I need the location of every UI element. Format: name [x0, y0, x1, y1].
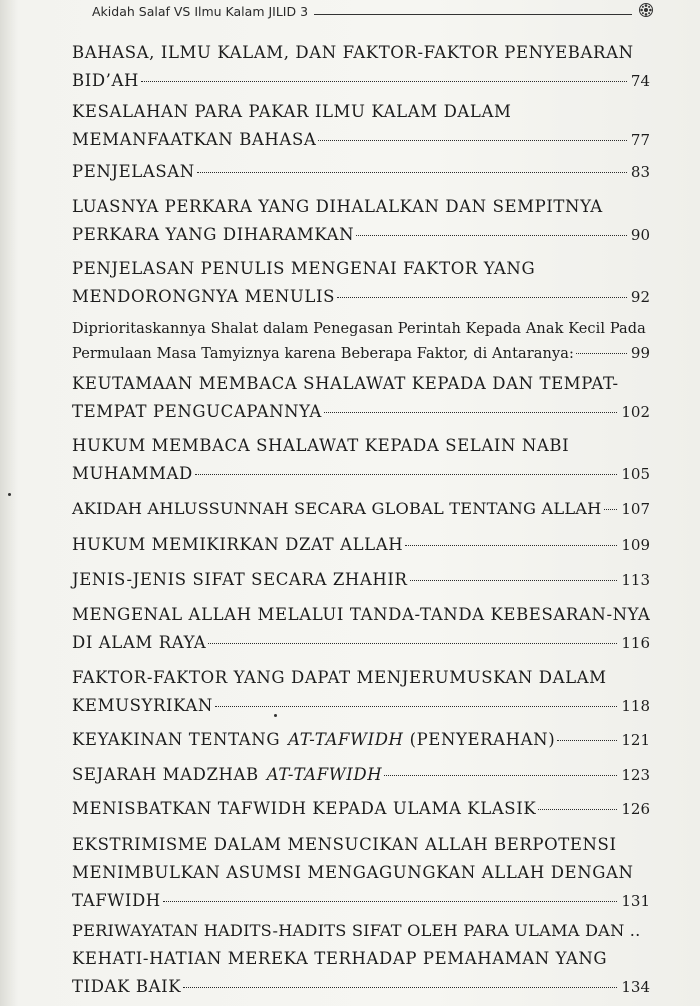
- dot-leader: [337, 297, 627, 298]
- toc-entry-title-suffix: (PENYERAHAN): [409, 730, 556, 749]
- toc-entry-title-line: Permulaan Masa Tamyiznya karena Beberapa Faktor, di Antaranya:: [72, 346, 574, 362]
- stray-ink-dot: [274, 714, 277, 717]
- toc-page-number: 134: [621, 978, 650, 996]
- toc-entry-title-line: PERIWAYATAN HADITS-HADITS SIFAT OLEH PARA ULAMA DAN ..: [72, 921, 641, 940]
- toc-entry-title-line: KEYAKINAN TENTANG: [72, 730, 281, 749]
- toc-entry-title-line: HUKUM MEMIKIRKAN DZAT ALLAH: [72, 535, 404, 554]
- toc-page-number: 105: [621, 465, 650, 483]
- running-header-title: Akidah Salaf VS Ilmu Kalam JILID 3: [92, 4, 309, 19]
- toc-entry-title-line: JENIS-JENIS SIFAT SECARA ZHAHIR: [72, 570, 408, 589]
- toc-page-number: 74: [630, 72, 650, 90]
- toc-entry-title-line: Diprioritaskannya Shalat dalam Penegasan Perintah Kepada Anak Kecil Pada: [72, 321, 646, 337]
- dot-leader: [538, 809, 617, 810]
- toc-entry-title-line: PENJELASAN PENULIS MENGENAI FAKTOR YANG: [72, 259, 536, 278]
- dot-leader: [208, 643, 617, 644]
- toc-entry-title-line: SEJARAH MADZHAB: [72, 765, 259, 784]
- stray-ink-dot: [8, 493, 11, 496]
- toc-page-number: 121: [621, 731, 650, 749]
- toc-entry-title-line: AKIDAH AHLUSSUNNAH SECARA GLOBAL TENTANG ALLAH: [72, 499, 602, 518]
- toc-page-number: 107: [621, 500, 650, 518]
- dot-leader: [324, 412, 617, 413]
- dot-leader: [405, 545, 617, 546]
- toc-page-number: 90: [630, 226, 650, 244]
- toc-entry-title-line: MENIMBULKAN ASUMSI MENGAGUNGKAN ALLAH DENGAN: [72, 863, 634, 882]
- toc-entry-title-line: PERKARA YANG DIHARAMKAN: [72, 225, 355, 244]
- toc-entry-title-line: KEHATI-HATIAN MEREKA TERHADAP PEMAHAMAN YANG: [72, 949, 608, 968]
- toc-entry-title-line: MENISBATKAN TAFWIDH KEPADA ULAMA KLASIK: [72, 799, 537, 818]
- dot-leader: [183, 987, 617, 988]
- toc-entry-title-line: MEMANFAATKAN BAHASA: [72, 130, 317, 149]
- toc-entry-italic-term: AT-TAFWIDH: [288, 730, 404, 749]
- toc-entry-italic-term: AT-TAFWIDH: [266, 765, 383, 784]
- toc-page-number: 113: [621, 571, 650, 589]
- dot-leader: [410, 580, 618, 581]
- toc-page-number: 116: [621, 634, 650, 652]
- toc-entry-title-line: TIDAK BAIK: [72, 977, 182, 996]
- toc-entry-title-line: PENJELASAN: [72, 162, 195, 181]
- toc-page-number: 131: [621, 892, 650, 910]
- toc-page-number: 102: [621, 403, 650, 421]
- toc-page-number: 109: [621, 536, 650, 554]
- toc-entry-title-line: MENGENAL ALLAH MELALUI TANDA-TANDA KEBESARAN-NYA: [72, 605, 651, 624]
- toc-entry-title-line: KEMUSYRIKAN: [72, 696, 213, 715]
- header-rule: [314, 14, 632, 15]
- toc-page-number: 99: [630, 344, 650, 362]
- toc-entry-title-line: KESALAHAN PARA PAKAR ILMU KALAM DALAM: [72, 102, 512, 121]
- dot-leader: [557, 740, 617, 741]
- toc-entry-title-line: LUASNYA PERKARA YANG DIHALALKAN DAN SEMPITNYA: [72, 197, 603, 216]
- toc-entry-title-line: TEMPAT PENGUCAPANNYA: [72, 402, 322, 421]
- toc-page-number: 83: [630, 163, 650, 181]
- toc-page-number: 126: [621, 800, 650, 818]
- toc-entry-title-line: BID’AH: [72, 71, 140, 90]
- dot-leader: [318, 140, 627, 141]
- toc-entry-title-line: EKSTRIMISME DALAM MENSUCIKAN ALLAH BERPOTENSI: [72, 835, 617, 854]
- running-header: [92, 4, 652, 24]
- toc-entry-title-line: MENDORONGNYA MENULIS: [72, 287, 335, 306]
- toc-entry-title-line: HUKUM MEMBACA SHALAWAT KEPADA SELAIN NABI: [72, 436, 570, 455]
- dot-leader: [576, 353, 627, 354]
- toc-page-number: 77: [630, 131, 650, 149]
- toc-page-number: 92: [630, 288, 650, 306]
- dot-leader: [604, 509, 618, 510]
- dot-leader: [141, 81, 627, 82]
- dot-leader: [384, 775, 617, 776]
- toc-entry-title-line: TAFWIDH: [72, 891, 161, 910]
- toc-entry-title-line: MUHAMMAD: [72, 464, 193, 483]
- toc-entry-title-line: KEUTAMAAN MEMBACA SHALAWAT KEPADA DAN TEMPAT-: [72, 374, 619, 393]
- dot-leader: [163, 901, 618, 902]
- toc-entry-title-line: FAKTOR-FAKTOR YANG DAPAT MENJERUMUSKAN DALAM: [72, 668, 607, 687]
- toc-page-number: 123: [621, 766, 650, 784]
- dot-leader: [195, 474, 618, 475]
- toc-page-number: 118: [621, 697, 650, 715]
- flower-ornament-icon: [638, 2, 654, 18]
- dot-leader: [356, 235, 627, 236]
- toc-entry-title-line: BAHASA, ILMU KALAM, DAN FAKTOR-FAKTOR PENYEBARAN: [72, 43, 634, 62]
- toc-entry-title-line: DI ALAM RAYA: [72, 633, 207, 652]
- dot-leader: [215, 706, 617, 707]
- dot-leader: [197, 172, 627, 173]
